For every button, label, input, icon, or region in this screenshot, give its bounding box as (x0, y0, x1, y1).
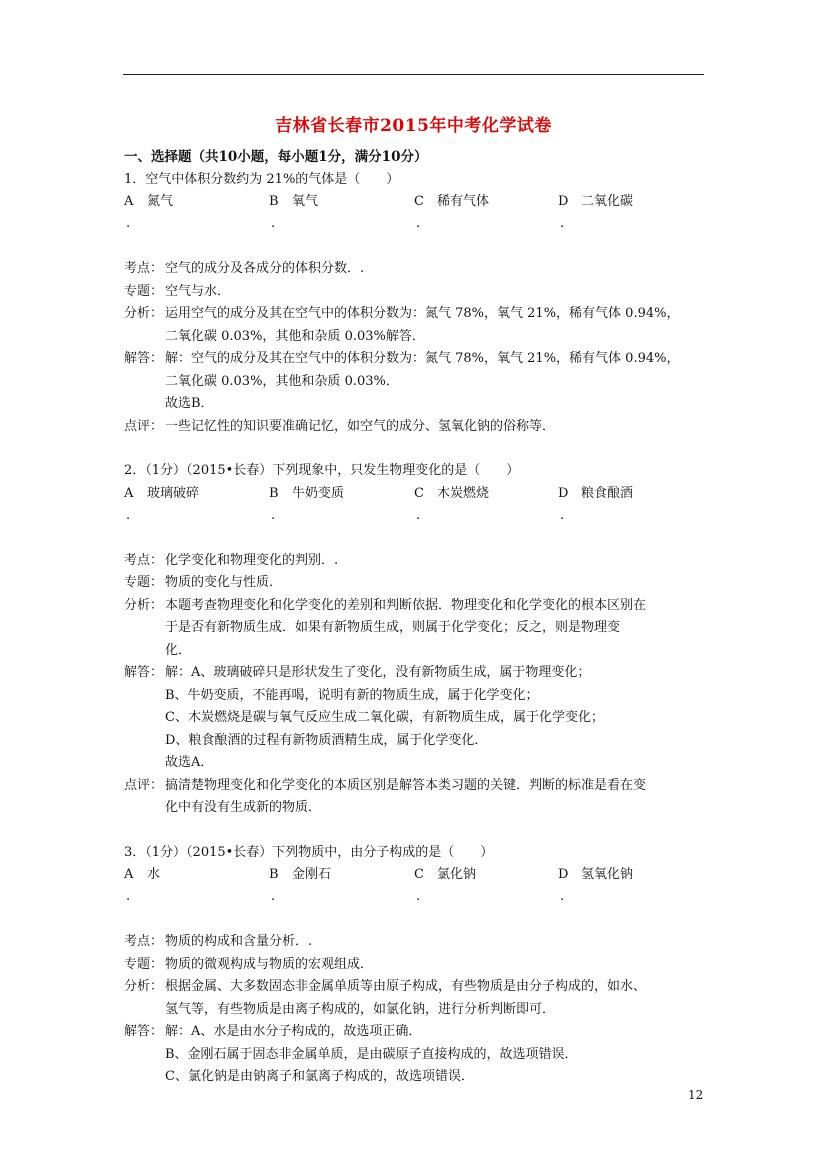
analysis-line: 物质的微观构成与物质的宏观组成． (165, 956, 374, 972)
analysis-row (124, 348, 708, 416)
analysis-row (124, 1021, 708, 1089)
analysis-body (165, 572, 708, 595)
option-text: 水 (147, 867, 161, 882)
analysis-line: 本题考查物理变化和化学变化的差别和判断依据．物理变化和化学变化的根本区别在 (165, 597, 647, 613)
analysis-line: 物质的变化与性质． (165, 575, 283, 590)
analysis-row (124, 572, 708, 595)
analysis-line: 解：A、水是由水分子构成的，故选项正确． (165, 1024, 422, 1039)
analysis-label: 考点： (124, 934, 164, 949)
analysis-row (124, 954, 708, 977)
option-text: 玻璃破碎 (147, 485, 200, 501)
question-list (124, 169, 708, 1089)
analysis-line: 化． (165, 642, 192, 658)
analysis-line: 搞清楚物理变化和化学变化的本质区别是解答本类习题的关键．判断的标准是看在变 (165, 777, 647, 793)
page-number: 12 (688, 1088, 704, 1102)
section-heading: 一、选择题（共10小题，每小题1分，满分10分） (124, 149, 428, 165)
analysis-line: C、木炭燃烧是碳与氧气反应生成二氧化碳，有新物质生成，属于化学变化； (165, 710, 604, 725)
analysis-line: 一些记忆性的知识要准确记忆，如空气的成分、氢氧化钠的俗称等． (165, 418, 556, 434)
analysis-line: 故选B． (165, 396, 214, 411)
option-letter: A (124, 194, 134, 209)
question-1 (124, 169, 708, 461)
spacer (124, 528, 708, 550)
option-text: 氢氧化钠 (581, 867, 634, 882)
option-row (124, 191, 708, 236)
option-letter: B (269, 485, 279, 501)
analysis-line: B、牛奶变质，不能再喝，说明有新的物质生成，属于化学变化； (165, 687, 539, 703)
header-rule (123, 74, 704, 75)
option-letter: D (558, 485, 569, 501)
question-stem: 3．（1分）（2015•长春）下列物质中，由分子构成的是（ ） (124, 844, 494, 860)
analysis-label: 分析： (124, 979, 164, 994)
analysis-body (165, 416, 708, 439)
analysis-line: 二氧化碳 0.03%，其他和杂质 0.03%． (165, 373, 399, 389)
option-letter: A (124, 485, 134, 501)
analysis-body (165, 348, 708, 416)
option-dot: . (416, 216, 421, 231)
analysis-line: B、金刚石属于固态非金属单质，是由碳原子直接构成的，故选项错误． (165, 1046, 578, 1062)
option-dot: . (560, 216, 565, 231)
analysis-row (124, 976, 708, 1021)
option-text: 牛奶变质 (292, 485, 345, 501)
option-text: 稀有气体 (437, 194, 490, 209)
option-letter: D (558, 867, 569, 882)
analysis-row (124, 775, 708, 820)
option-row (124, 483, 708, 528)
analysis-label: 专题： (124, 575, 164, 590)
analysis-line: 物质的构成和含量分析．. (165, 934, 313, 949)
analysis-label: 分析： (124, 597, 164, 613)
option-letter: C (414, 867, 424, 882)
analysis-row (124, 595, 708, 663)
spacer (124, 909, 708, 931)
analysis-body (165, 595, 708, 663)
option-text: 粮食酿酒 (581, 485, 634, 501)
option-letter: B (269, 194, 279, 209)
analysis-label: 点评： (124, 418, 164, 434)
option-dot: . (560, 889, 565, 904)
option-dot: . (560, 507, 565, 523)
spacer (124, 438, 708, 460)
analysis-line: C、氯化钠是由钠离子和氯离子构成的，故选项错误． (165, 1069, 474, 1084)
analysis-row (124, 662, 708, 775)
analysis-line: 解：A、玻璃破碎只是形状发生了变化，没有新物质生成，属于物理变化； (165, 665, 591, 680)
analysis-body (165, 662, 708, 775)
analysis-line: 二氧化碳 0.03%，其他和杂质 0.03%解答． (165, 328, 425, 344)
analysis-label: 专题： (124, 283, 164, 299)
option-text: 二氧化碳 (581, 194, 634, 209)
analysis-label: 解答： (124, 351, 164, 366)
analysis-line: 解：空气的成分及其在空气中的体积分数为：氮气 78%，氧气 21%，稀有气体 0.94%， (165, 351, 680, 366)
question-3 (124, 842, 708, 1089)
option-dot: . (126, 889, 131, 904)
analysis-label: 考点： (124, 261, 164, 276)
analysis-label: 解答： (124, 665, 164, 680)
analysis-line: 于是否有新物质生成．如果有新物质生成，则属于化学变化；反之，则是物理变 (165, 620, 621, 635)
analysis-line: 故选A． (165, 755, 214, 770)
analysis-body (165, 954, 708, 977)
analysis-line: 氢气等，有些物质是由离子构成的，如氯化钠，进行分析判断即可． (165, 1001, 556, 1017)
question-2 (124, 460, 708, 842)
spacer (124, 820, 708, 842)
option-dot: . (126, 216, 131, 231)
analysis-body (165, 1021, 708, 1089)
option-dot: . (271, 507, 276, 523)
option-letter: D (558, 194, 569, 209)
analysis-line: 化学变化和物理变化的判别．. (165, 552, 339, 568)
question-stem: 2．（1分）（2015•长春）下列现象中，只发生物理变化的是（ ） (124, 463, 520, 478)
analysis-row (124, 416, 708, 439)
analysis-body (165, 550, 708, 573)
option-text: 氧气 (292, 194, 319, 209)
option-row (124, 864, 708, 909)
analysis-label: 考点： (124, 552, 164, 568)
analysis-body (165, 976, 708, 1021)
analysis-line: D、粮食酿酒的过程有新物质酒精生成，属于化学变化． (165, 732, 488, 748)
analysis-row (124, 258, 708, 281)
analysis-body (165, 303, 708, 348)
option-text: 氯化钠 (437, 867, 477, 882)
analysis-body (165, 775, 708, 820)
analysis-row (124, 281, 708, 304)
analysis-label: 解答： (124, 1024, 164, 1039)
analysis-body (165, 931, 708, 954)
analysis-label: 点评： (124, 777, 164, 793)
analysis-body (165, 258, 708, 281)
analysis-label: 专题： (124, 956, 164, 972)
analysis-line: 空气的成分及各成分的体积分数．. (165, 261, 365, 276)
question-stem: 1．空气中体积分数约为 21%的气体是（ ） (124, 171, 400, 187)
option-letter: B (269, 867, 279, 882)
option-text: 金刚石 (292, 867, 332, 882)
option-letter: A (124, 867, 134, 882)
option-dot: . (416, 507, 421, 523)
analysis-line: 化中有没有生成新的物质． (165, 800, 322, 815)
option-text: 氮气 (147, 194, 174, 209)
option-letter: C (414, 485, 424, 501)
analysis-line: 运用空气的成分及其在空气中的体积分数为：氮气 78%，氧气 21%，稀有气体 0.94%， (165, 306, 680, 321)
option-dot: . (271, 216, 276, 231)
analysis-line: 根据金属、大多数固态非金属单质等由原子构成，有些物质是由分子构成的，如水、 (165, 979, 647, 994)
analysis-line: 空气与水． (165, 283, 231, 299)
option-text: 木炭燃烧 (437, 485, 490, 501)
analysis-row (124, 303, 708, 348)
spacer (124, 236, 708, 258)
option-letter: C (414, 194, 424, 209)
option-dot: . (416, 889, 421, 904)
analysis-row (124, 931, 708, 954)
exam-title: 吉林省长春市2015年中考化学试卷 (275, 116, 552, 136)
exam-content (124, 146, 708, 1089)
analysis-row (124, 550, 708, 573)
option-dot: . (126, 507, 131, 523)
analysis-body (165, 281, 708, 304)
analysis-label: 分析： (124, 306, 164, 321)
option-dot: . (271, 889, 276, 904)
